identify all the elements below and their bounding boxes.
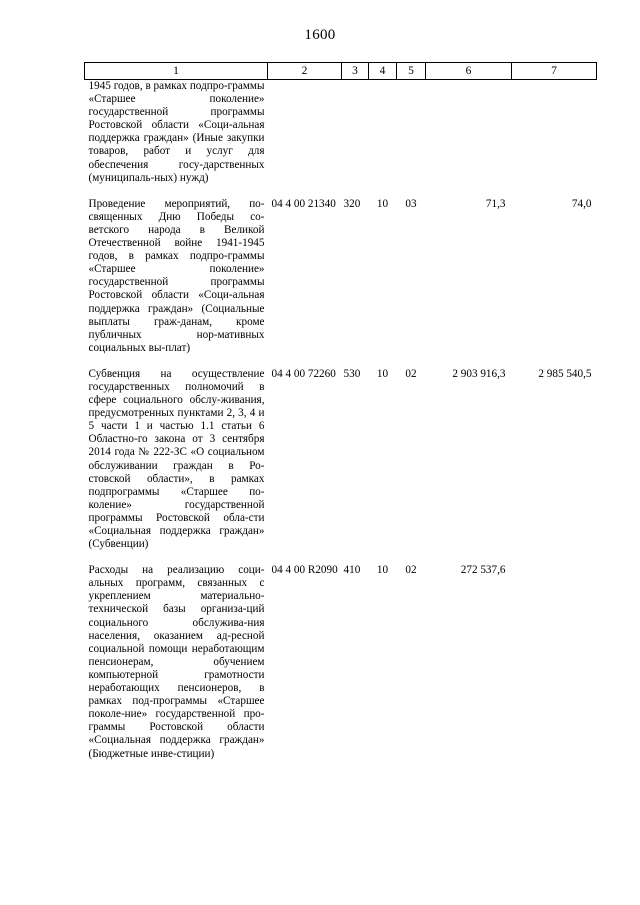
table-body bbox=[85, 80, 597, 774]
table-row bbox=[85, 564, 597, 773]
row-target-code: 04 4 00 21340 bbox=[271, 197, 336, 210]
row-amount-year-1: 71,3 bbox=[485, 197, 506, 210]
row-target-code: 04 4 00 72260 bbox=[271, 367, 336, 380]
budget-table bbox=[84, 62, 597, 774]
row-section: 10 bbox=[376, 564, 389, 577]
header-cell-6: 6 bbox=[426, 63, 512, 80]
table-header bbox=[85, 63, 597, 80]
row-amount-year-1: 2 903 916,3 bbox=[452, 367, 506, 380]
row-amount-year-2 bbox=[512, 564, 597, 773]
row-amount-year-2: 2 985 540,5 bbox=[538, 367, 592, 380]
row-subsection: 03 bbox=[405, 197, 417, 210]
header-cell-3: 3 bbox=[342, 63, 369, 80]
row-target-code bbox=[268, 80, 342, 198]
row-expense-type: 530 bbox=[343, 367, 361, 380]
row-amount-year-1 bbox=[426, 80, 512, 198]
header-row bbox=[85, 63, 597, 80]
row-description: Проведение мероприятий, по-священных Дню Победы со-ветского народа в Великой Отечественной войне 1941-1945 годов, в рамках подпро-граммы «Старшее поколение» государственной программы Ростовской области «Соци-альная поддержка граждан» (Социальные выплаты граж-данам, кроме публичных нор-мативных социальных вы-плат) bbox=[88, 197, 265, 354]
row-expense-type: 320 bbox=[343, 197, 361, 210]
row-expense-type: 410 bbox=[343, 564, 361, 577]
header-cell-2: 2 bbox=[268, 63, 342, 80]
row-subsection bbox=[397, 80, 426, 198]
page-number: 1600 bbox=[304, 27, 336, 43]
table-row bbox=[85, 80, 597, 198]
row-expense-type bbox=[342, 80, 369, 198]
row-subsection: 02 bbox=[405, 367, 417, 380]
table-row bbox=[85, 198, 597, 368]
header-cell-7: 7 bbox=[512, 63, 597, 80]
row-section: 10 bbox=[376, 367, 389, 380]
row-subsection: 02 bbox=[405, 564, 417, 577]
row-description: Расходы на реализацию соци-альных программ, связанных с укреплением материально-технической базы организа-ций социального обслужива-ния населения, оказанием ад-ресной социальной помощи неработающим пенсионерам, обучением компьютерной грамотности неработающих пенсионеров, в рамках под-программы «Старшее поколе-ние» государственной про-граммы Ростовской области «Социальная поддержка граждан» (Бюджетные инве-стиции) bbox=[88, 564, 265, 760]
row-section bbox=[369, 80, 397, 198]
header-cell-5: 5 bbox=[397, 63, 426, 80]
row-description: 1945 годов, в рамках подпро-граммы «Старшее поколение» государственной программы Ростовской области «Соци-альная поддержка граждан» (Иные закупки товаров, работ и услуг для обеспечения госу-дарственных (муниципаль-ных) нужд) bbox=[88, 80, 265, 184]
row-amount-year-2: 74,0 bbox=[571, 197, 592, 210]
header-cell-4: 4 bbox=[369, 63, 397, 80]
row-amount-year-1: 272 537,6 bbox=[460, 564, 506, 577]
row-amount-year-2 bbox=[512, 80, 597, 198]
row-target-code: 04 4 00 R2090 bbox=[271, 564, 338, 577]
table-row bbox=[85, 368, 597, 564]
header-cell-1: 1 bbox=[85, 63, 268, 80]
row-description: Субвенция на осуществление государственных полномочий в сфере социального обслу-живания, предусмотренных пунктами 2, 3, 4 и 5 части 1 и частью 1.1 статьи 6 Областно-го закона от 3 сентября 2014 года № 222-ЗС «О социальном обслуживании граждан в Ро-стовской области», в рамках подпрограммы «Старшее по-коление» государственной программы Ростовской обла-сти «Социальная поддержка граждан» (Субвенции) bbox=[88, 367, 265, 551]
row-section: 10 bbox=[376, 197, 389, 210]
